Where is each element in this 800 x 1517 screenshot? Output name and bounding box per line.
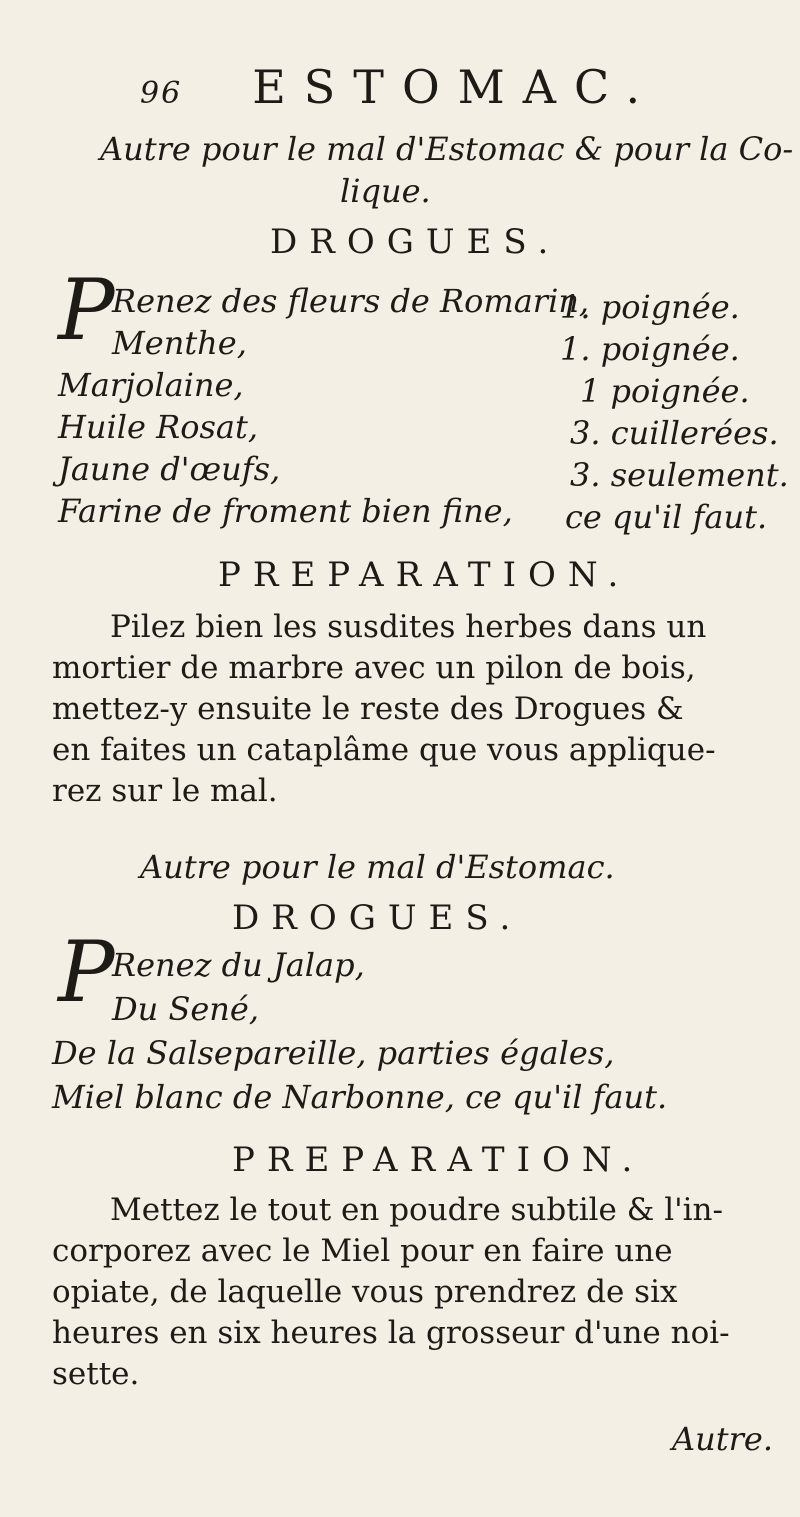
recipe1-prep-line: Pilez bien les susdites herbes dans un bbox=[110, 609, 707, 645]
recipe2-prep-line: opiate, de laquelle vous prendrez de six bbox=[52, 1274, 678, 1310]
recipe2-title: Autre pour le mal d'Estomac. bbox=[140, 848, 615, 886]
recipe2-drugs-heading: DROGUES. bbox=[232, 898, 523, 938]
running-head bbox=[140, 60, 658, 114]
ingredient-qty: 3. cuillerées. bbox=[570, 414, 779, 452]
ingredient-qty: 1. poignée. bbox=[560, 288, 740, 326]
recipe1-dropcap: P bbox=[58, 261, 115, 359]
ingredient-name: Marjolaine, bbox=[58, 366, 244, 404]
recipe1-prep-line: en faites un cataplâme que vous applique- bbox=[52, 732, 716, 768]
ingredient-qty: 1. poignée. bbox=[560, 330, 740, 368]
ingredient-name: Farine de froment bien fine, bbox=[58, 492, 513, 530]
ingredient-line: Du Sené, bbox=[112, 990, 260, 1028]
recipe2-prep-line: corporez avec le Miel pour en faire une bbox=[52, 1233, 673, 1269]
ingredient-line: Miel blanc de Narbonne, ce qu'il faut. bbox=[52, 1078, 668, 1116]
recipe2-prep-line: Mettez le tout en poudre subtile & l'in- bbox=[110, 1192, 723, 1228]
page-number: 96 bbox=[140, 76, 183, 111]
recipe2-dropcap: P bbox=[58, 923, 115, 1021]
recipe1-title-line2: lique. bbox=[340, 172, 431, 210]
ingredient-qty: 1 poignée. bbox=[580, 372, 750, 410]
ingredient-name: Renez des fleurs de Romarin, bbox=[112, 282, 590, 320]
ingredient-qty: ce qu'il faut. bbox=[565, 498, 768, 536]
recipe2-prep-heading: PREPARATION. bbox=[232, 1140, 645, 1180]
running-title: ESTOMAC. bbox=[252, 60, 659, 114]
recipe1-drugs-heading: DROGUES. bbox=[270, 222, 561, 262]
recipe1-prep-line: mortier de marbre avec un pilon de bois, bbox=[52, 650, 696, 686]
catchword: Autre. bbox=[672, 1420, 773, 1458]
ingredient-qty: 3. seulement. bbox=[570, 456, 789, 494]
ingredient-line: De la Salsepareille, parties égales, bbox=[52, 1034, 615, 1072]
ingredient-name: Menthe, bbox=[112, 324, 247, 362]
ingredient-name: Huile Rosat, bbox=[58, 408, 258, 446]
recipe2-prep-line: sette. bbox=[52, 1356, 140, 1392]
ingredient-name: Jaune d'œufs, bbox=[58, 450, 281, 488]
recipe1-prep-line: rez sur le mal. bbox=[52, 773, 278, 809]
recipe1-prep-line: mettez-y ensuite le reste des Drogues & bbox=[52, 691, 684, 727]
recipe1-title-line1: Autre pour le mal d'Estomac & pour la Co- bbox=[100, 130, 794, 168]
recipe2-prep-line: heures en six heures la grosseur d'une noi- bbox=[52, 1315, 730, 1351]
recipe1-prep-heading: PREPARATION. bbox=[218, 555, 631, 595]
ingredient-line: Renez du Jalap, bbox=[112, 946, 365, 984]
